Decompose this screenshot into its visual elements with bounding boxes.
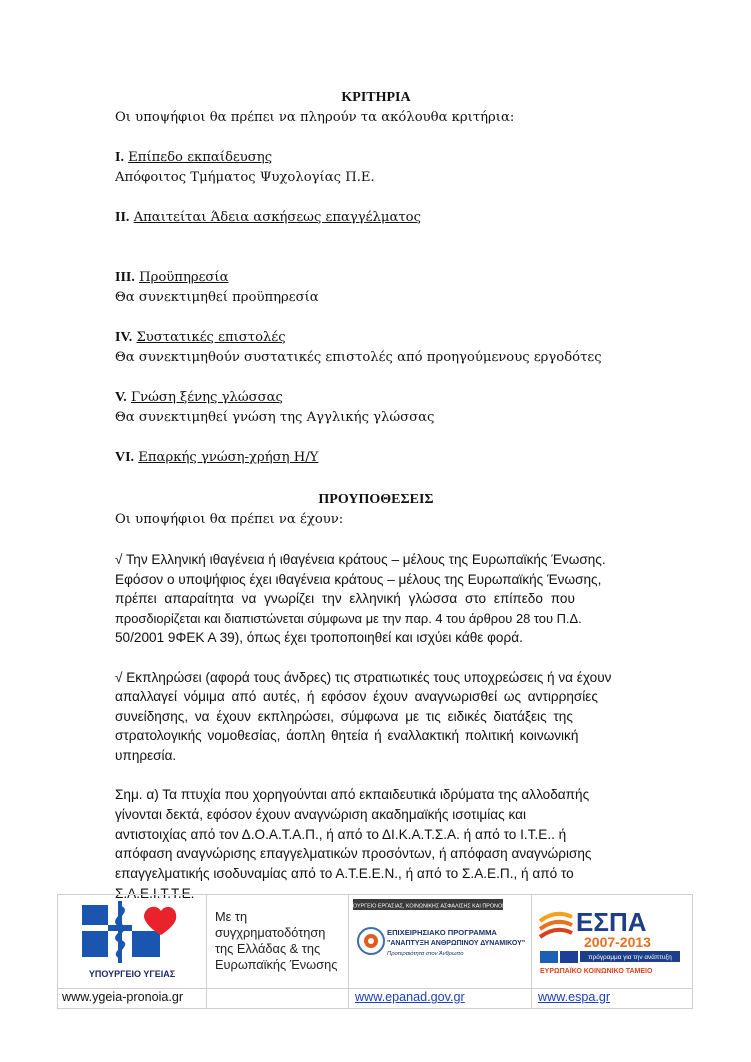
epanad-top-text: ΥΠΟΥΡΓΕΙΟ ΕΡΓΑΣΙΑΣ, ΚΟΙΝΩΝΙΚΗΣ ΑΣΦΑΛΙΣΗΣ ΚΑΙ ΠΡΟΝΟΙΑΣ: [349, 903, 511, 910]
funding-footer: [57, 894, 693, 1009]
espa-link[interactable]: www.espa.gr: [538, 990, 611, 1004]
prerequisite-citizenship: √ Την Ελληνική ιθαγένεια ή ιθαγένεια κράτους – μέλους της Ευρωπαϊκής Ένωσης. Εφόσον ο υποψήφιος έχει ιθαγένεια κράτους – μέλους της Ευρωπαϊκής Ένωσης, πρέπει απαραίτητα να γνωρίζει την ελληνική γλώσσα στο επίπεδο που προσδιορίζεται και διαπιστώνεται σύμφωνα με την παρ. 4 του άρθρου 28 του Π.Δ. 50/2001 9ΦΕΚ Α 39), όπως έχει τροποποιηθεί και ισχύει κάθε φορά.: [115, 552, 606, 645]
criteria-item-4-heading: IV. Συστατικές επιστολές: [115, 330, 286, 345]
prerequisite-military-service: √ Εκπληρώσει (αφορά τους άνδρες) τις στρατιωτικές τους υποχρεώσεις ή να έχουν απαλλαγεί νόμιμα από αυτές, ή εφόσον έχουν αναγνωρισθεί ως αντιρρησίες συνείδησης, να έχουν εκπληρώσει, σύμφωνα με τις ειδικές διατάξεις της στρατολογικής νομοθεσίας, άοπλη θητεία ή εναλλακτική πολιτική κοινωνική υπηρεσία.: [115, 669, 612, 763]
ministry-label: ΥΠΟΥΡΓΕΙΟ ΥΓΕΙΑΣ: [88, 969, 176, 979]
espa-logo: [532, 895, 692, 983]
cross-block-bl: [82, 931, 108, 957]
criteria-item-1-heading: I. Επίπεδο εκπαίδευσης: [115, 150, 273, 165]
espa-fund: ΕΥΡΩΠΑΪΚΟ ΚΟΙΝΩΝΙΚΟ ΤΑΜΕΙΟ: [540, 968, 653, 975]
epanad-url-cell[interactable]: [349, 989, 532, 1009]
criteria-item-6-heading: VI. Επαρκής γνώση-χρήση Η/Υ: [115, 450, 319, 465]
heart-icon: [144, 907, 176, 935]
criteria-item-3-heading: III. Προϋπηρεσία: [115, 270, 229, 285]
ministry-logo-cell: [58, 895, 207, 989]
snake-icon: [117, 907, 124, 957]
criteria-intro: Οι υποψήφιοι θα πρέπει να πληρούν τα ακόλουθα κριτήρια:: [115, 110, 515, 125]
cross-block-tl: [82, 905, 108, 925]
epanad-line-1: ΕΠΙΧΕΙΡΗΣΙΑΚΟ ΠΡΟΓΡΑΜΜΑ: [387, 928, 497, 937]
espa-title: ΕΣΠΑ: [576, 907, 647, 937]
ygeia-url[interactable]: www.ygeia-pronoia.gr: [58, 989, 207, 1009]
criteria-title: ΚΡΙΤΗΡΙΑ: [341, 90, 411, 105]
criteria-item-3-detail: Θα συνεκτιμηθεί προϋπηρεσία: [115, 290, 319, 305]
criteria-item-2-heading: II. Απαιτείται Άδεια ασκήσεως επαγγέλματος: [115, 210, 421, 225]
document-body: [115, 88, 637, 904]
criteria-item-4-detail: Θα συνεκτιμηθούν συστατικές επιστολές από προηγούμενους εργοδότες: [115, 350, 602, 365]
cofunding-text: Με τη συγχρηματοδότηση της Ελλάδας & της Ευρωπαϊκής Ένωσης: [207, 895, 349, 989]
criteria-item-5-detail: Θα συνεκτιμηθεί γνώση της Αγγλικής γλώσσας: [115, 410, 435, 425]
epanad-line-3: Προτεραιότητα στον Άνθρωπο: [387, 951, 464, 957]
cross-block-br: [132, 931, 160, 957]
epanad-link[interactable]: www.epanad.gov.gr: [355, 990, 465, 1004]
prerequisites-intro: Οι υποψήφιοι θα πρέπει να έχουν:: [115, 512, 344, 527]
espa-url-cell[interactable]: [532, 989, 693, 1009]
eu-flag-icon: [560, 951, 578, 963]
note-foreign-degrees: Σημ. α) Τα πτυχία που χορηγούνται από εκπαιδευτικά ιδρύματα της αλλοδαπής γίνονται δεκτά, εφόσον έχουν αναγνώριση ακαδημαϊκής ισοτιμίας και αντιστοιχίας από τον Δ.Ο.Α.Τ.Α.Π., ή από το ΔΙ.Κ.Α.Τ.Σ.Α. ή από το Ι.Τ.Ε.. ή απόφαση αναγνώρισης επαγγελματικών προσόντων, ή απόφαση αναγνώρισης επαγγελματικής ισοδυναμίας από το Α.Τ.Ε.Ε.Ν., ή από το Σ.Α.Ε.Π., ή από το Σ.Α.Ε.Ι.Τ.Τ.Ε.: [115, 787, 592, 901]
empty-url-cell: [207, 989, 349, 1009]
epanad-logo-cell: [349, 895, 532, 989]
epanad-line-2: "ΑΝΑΠΤΥΞΗ ΑΝΘΡΩΠΙΝΟΥ ΔΥΝΑΜΙΚΟΥ": [387, 940, 526, 947]
espa-slogan: πρόγραμμα για την ανάπτυξη: [588, 954, 672, 961]
greek-flag-icon: [540, 951, 558, 963]
epanad-logo: [349, 895, 531, 983]
ministry-of-health-logo: [58, 895, 206, 983]
prerequisites-title: ΠΡΟΥΠΟΘΕΣΕΙΣ: [318, 492, 434, 507]
espa-logo-cell: [532, 895, 693, 989]
espa-years: 2007-2013: [584, 934, 651, 950]
criteria-item-5-heading: V. Γνώση ξένης γλώσσας: [115, 390, 283, 405]
criteria-item-1-detail: Απόφοιτος Τμήματος Ψυχολογίας Π.Ε.: [115, 170, 375, 185]
